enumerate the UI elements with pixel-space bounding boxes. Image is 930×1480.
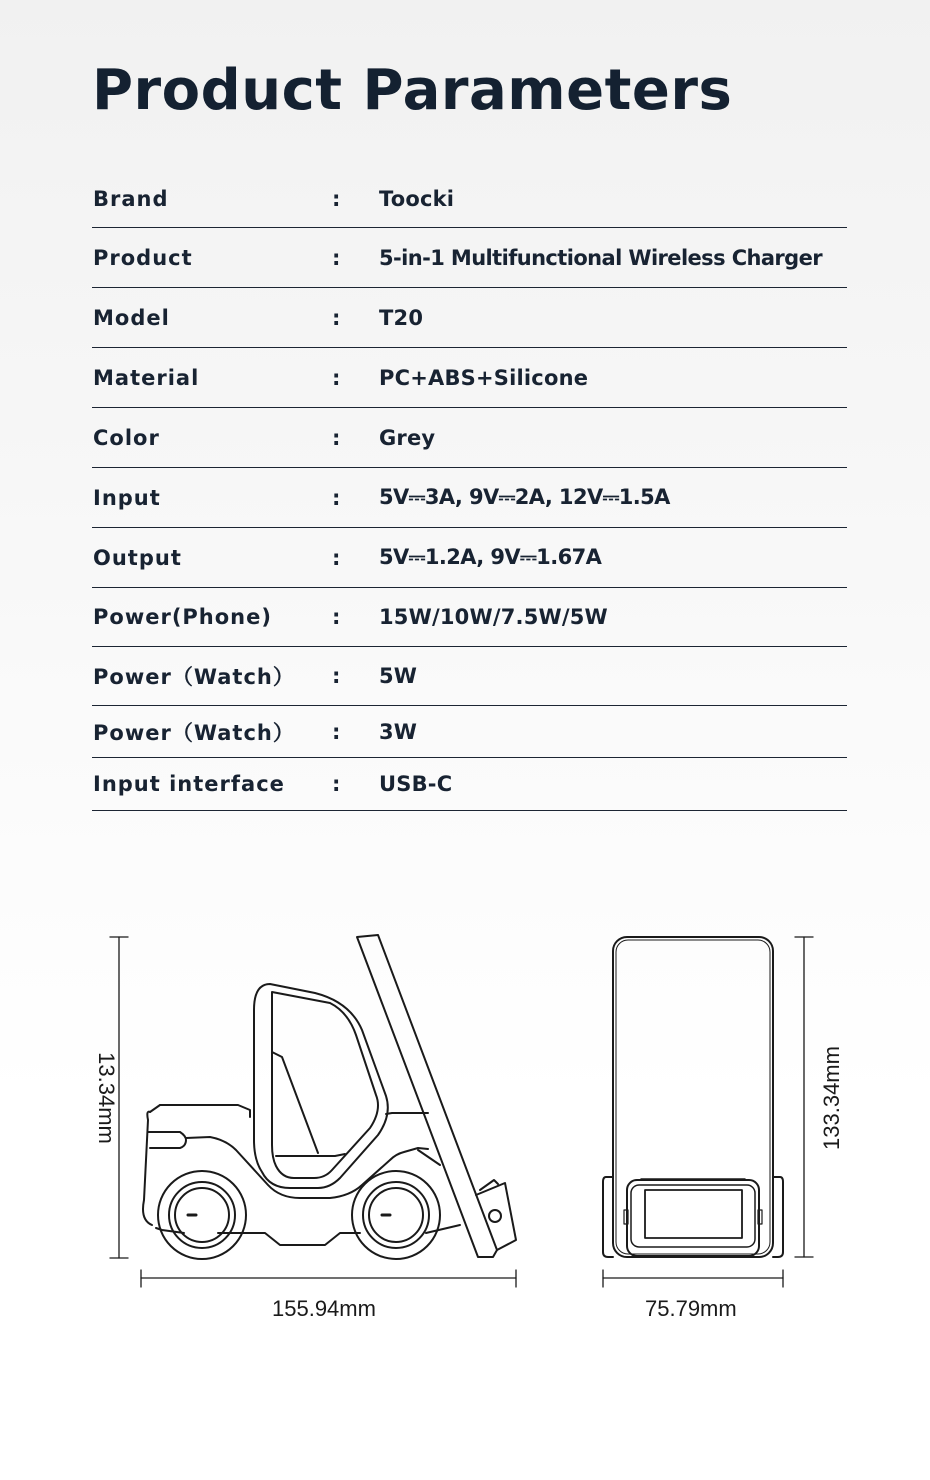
param-label: Input bbox=[93, 485, 161, 510]
param-value: 5W bbox=[379, 664, 418, 688]
charger-front-view-drawing bbox=[603, 937, 783, 1257]
front-width-label: 75.79mm bbox=[645, 1296, 737, 1321]
param-value: PC+ABS+Silicone bbox=[379, 365, 589, 390]
param-separator: : bbox=[332, 186, 341, 211]
param-separator: : bbox=[332, 664, 341, 688]
param-label: Power(Phone) bbox=[93, 605, 272, 629]
param-value: 5-in-1 Multifunctional Wireless Charger bbox=[379, 245, 823, 270]
front-width-dimension-line bbox=[603, 1270, 783, 1287]
front-height-dimension-line bbox=[795, 937, 813, 1257]
param-label: Model bbox=[93, 305, 170, 330]
side-width-dimension-line bbox=[141, 1270, 516, 1287]
param-label: Product bbox=[93, 245, 193, 270]
param-label: Power（Watch） bbox=[93, 665, 295, 689]
param-separator: : bbox=[332, 772, 341, 796]
param-value: 5V⎓1.2A, 9V⎓1.67A bbox=[379, 545, 602, 569]
param-separator: : bbox=[332, 719, 341, 744]
param-separator: : bbox=[332, 605, 341, 629]
param-label: Power（Watch） bbox=[93, 720, 295, 745]
param-label: Color bbox=[93, 425, 160, 450]
front-height-label: 133.34mm bbox=[818, 1046, 844, 1150]
param-separator: : bbox=[332, 365, 341, 390]
param-value: 5V⎓3A, 9V⎓2A, 12V⎓1.5A bbox=[379, 485, 670, 509]
param-value: 3W bbox=[379, 719, 418, 744]
side-height-label: 13.34mm bbox=[93, 1052, 119, 1144]
param-separator: : bbox=[332, 245, 341, 270]
param-value: T20 bbox=[379, 305, 424, 330]
param-separator: : bbox=[332, 425, 341, 450]
param-separator: : bbox=[332, 485, 341, 510]
param-label: Material bbox=[93, 365, 200, 390]
param-value: Toocki bbox=[379, 186, 455, 211]
param-label: Brand bbox=[93, 186, 169, 211]
param-value: USB-C bbox=[379, 772, 453, 796]
param-separator: : bbox=[332, 545, 341, 570]
page-title: Product Parameters bbox=[92, 58, 733, 123]
param-value: Grey bbox=[379, 425, 436, 450]
side-width-label: 155.94mm bbox=[272, 1296, 376, 1321]
param-label: Input interface bbox=[93, 772, 285, 796]
param-label: Output bbox=[93, 545, 182, 570]
forklift-side-view-drawing bbox=[143, 935, 516, 1259]
param-value: 15W/10W/7.5W/5W bbox=[379, 605, 608, 629]
param-separator: : bbox=[332, 305, 341, 330]
